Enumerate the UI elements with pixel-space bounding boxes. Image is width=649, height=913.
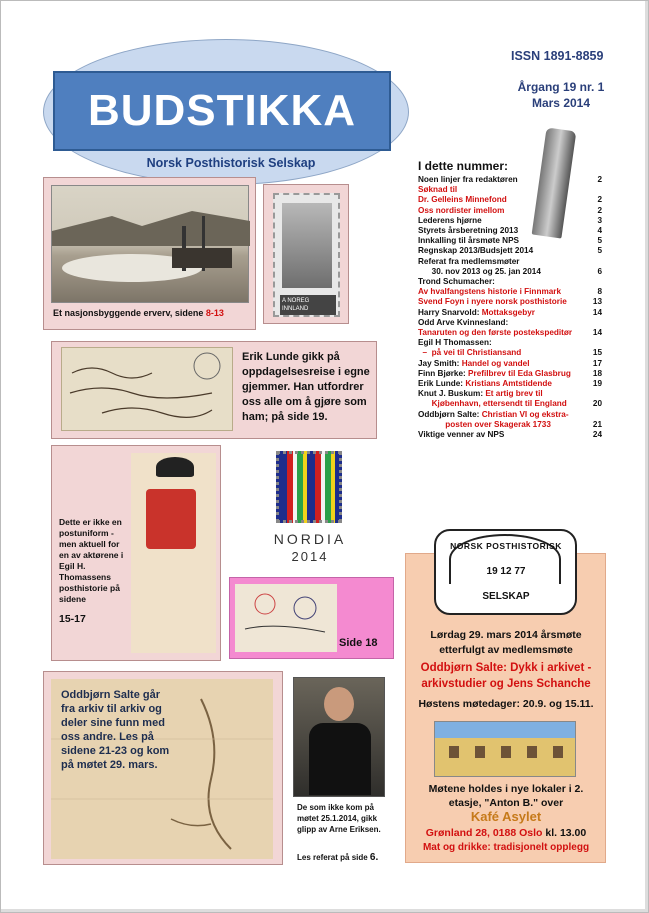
toc-entry-title: Odd Arve Kvinnesland: [418,317,509,327]
toc-entry-page: 6 [597,266,602,276]
toc-row [418,328,602,338]
toc-row [418,216,602,226]
postmark-top: NORSK POSTHISTORISK [450,541,562,551]
venue-window [553,746,563,758]
person-ref-text: Les referat på side [297,853,370,862]
toc-entry-page: 2 [597,205,602,215]
toc-entry-red-title: Mottaksgebyr [481,307,535,317]
toc-entry-title: Oddbjørn Salte: [418,409,482,419]
toc-entry-page: 21 [592,419,602,429]
masthead-title: BUDSTIKKA [87,86,357,135]
toc-row [418,236,602,246]
envelope-illustration [235,584,337,652]
uniform-coat [146,489,196,549]
toc-entry-red-title: Prefilbrev til Eda Glasbrug [468,368,571,378]
whale-photo [51,185,249,303]
venue-address-line [411,827,601,839]
toc-entry-red-title: Et artig brev til [485,389,543,399]
toc-entry-title: Tanaruten og den første postekspeditør [418,328,573,338]
nordia-name: NORDIA [273,531,347,547]
venue-window [475,746,485,758]
toc-entry-title: Egil H Thomassen: [418,338,492,348]
toc-entry-page: 3 [597,215,602,225]
issn: ISSN 1891-8859 [511,49,604,63]
toc-row [418,359,602,369]
table-of-contents [418,159,602,440]
toc-row [418,297,602,307]
toc-row [418,185,602,195]
toc-entry-page: 14 [592,307,602,317]
venue-window [501,746,511,758]
toc-entry-title: Regnskap 2013/Budsjett 2014 [418,246,534,256]
venue-photo [434,721,576,777]
toc-entry-page: 18 [592,368,602,378]
issue-date: Mars 2014 [531,96,591,110]
person-body [309,723,371,795]
toc-entry-title: Dr. Gelleins Minnefond [418,195,507,205]
whale-caption [53,308,249,318]
toc-entry-title: – på vei til Christiansand [418,348,522,358]
stamp-portrait [282,203,332,288]
annual-meeting-text: Lørdag 29. mars 2014 årsmøte etterfulgt av medlemsmøte [430,629,582,656]
toc-entry-title: Harry Snarvold: [418,307,482,317]
toc-entry-title: posten over Skagerak 1733 [418,419,551,429]
toc-entry-title: 30. nov 2013 og 25. jan 2014 [418,266,541,276]
toc-entry-page [588,338,602,348]
nordia-year: 2014 [291,549,329,564]
toc-entry-page [588,185,602,195]
toc-entry-page: 17 [592,358,602,368]
person-ref-page: 6. [369,852,379,863]
meeting-time: kl. 13.00 [542,827,587,839]
toc-row [418,195,602,205]
whale-caption-text: Et nasjonsbyggende erverv, sidene [53,308,206,318]
envelope-caption: Side 18 [339,637,378,649]
masthead-subtitle: Norsk Posthistorisk Selskap [146,156,316,170]
toc-row [418,399,602,409]
uniform-image [131,453,216,653]
toc-row [418,287,602,297]
toc-entry-red-title: Kristians Amtstidende [465,379,552,389]
toc-list [418,175,602,440]
autumn-dates: Høstens møtedager: 20.9. og 15.11. [418,698,594,710]
toc-row [418,206,602,216]
toc-row [418,430,602,440]
toc-row [418,420,602,430]
toc-entry-title: Erik Lunde: [418,379,466,389]
toc-row [418,410,602,420]
toc-row [418,389,602,399]
toc-entry-page: 13 [592,297,602,307]
toc-row [418,369,602,379]
talk-title: Oddbjørn Salte: Dykk i arkivet - arkivstudier og Jens Schanche [420,662,592,690]
venue-name: Kafé Asylet [470,809,542,824]
uniform-text: Dette er ikke en postuniform - men aktuell for en av aktørene i Egil H. Thomassens posthistorie på sidene [59,517,124,604]
stamp-label: A NOREG INNLAND [280,295,336,315]
toc-entry-red-title: Handel og vandel [461,358,530,368]
toc-entry-page: 5 [597,236,602,246]
toc-entry-page: 14 [592,328,602,338]
venue-text: Møtene holdes i nye lokaler i 2. etasje, "Anton B." over [428,783,584,809]
toc-entry-page [588,257,602,267]
person-caption: De som ikke kom på møtet 25.1.2014, gikk glipp av Arne Eriksen. [297,803,381,834]
whale-illustration [52,186,250,304]
toc-row [418,308,602,318]
toc-row [418,338,602,348]
toc-entry-page [588,410,602,420]
toc-entry-page: 4 [597,226,602,236]
postmark-date: 19 12 77 [486,566,526,577]
venue-window [527,746,537,758]
old-letter-image [61,347,233,431]
toc-entry-red-title: Christian VI og ekstra- [481,409,569,419]
toc-entry-page: 2 [597,195,602,205]
issue-volume: Årgang 19 nr. 1 [517,80,605,94]
venue-window [449,746,459,758]
toc-entry-page [588,318,602,328]
toc-row [418,226,602,236]
toc-entry-title: Innkalling til årsmøte NPS [418,236,520,246]
toc-entry-title: Knut J. Buskum: [418,389,486,399]
uniform-pages: 15-17 [59,613,86,625]
whale-caption-pages: 8-13 [205,308,224,318]
person-reference [297,852,378,863]
toc-row [418,175,602,185]
food-info: Mat og drikke: tradisjonelt opplegg [422,842,590,853]
envelope-image [235,584,337,652]
handwriting-illustration [62,348,234,432]
toc-entry-title: Viktige venner av NPS [418,430,505,440]
toc-row [418,257,602,267]
toc-entry-title: Finn Bjørke: [418,368,469,378]
toc-entry-page [588,389,602,399]
issue-info [511,79,611,111]
toc-entry-title: Oss nordister imellom [418,205,505,215]
toc-entry-page: 15 [592,348,602,358]
toc-entry-title: Kjøbenhavn, ettersendt til England [418,399,567,409]
toc-row [418,267,602,277]
toc-entry-title: Jay Smith: [418,358,462,368]
toc-heading: I dette nummer: [418,159,509,173]
toc-entry-page: 8 [597,287,602,297]
person-head [324,687,354,721]
venue-address: Grønland 28, 0188 Oslo [425,827,543,839]
toc-entry-page: 19 [592,379,602,389]
masthead-title-box [53,71,391,151]
letter-text: Erik Lunde gikk på oppdagelsesreise i egne gjemmer. Han utfordrer oss alle om å gjøre som ham; på side 19. [242,351,370,423]
toc-entry-page: 2 [597,175,602,184]
toc-row [418,318,602,328]
toc-entry-title: Referat fra medlemsmøter [418,256,520,266]
toc-row [418,277,602,287]
toc-entry-title: Noen linjer fra redaktøren [418,175,518,184]
toc-entry-title: Trond Schumacher: [418,277,495,287]
toc-entry-title: Lederens hjørne [418,215,482,225]
toc-row [418,379,602,389]
uniform-hat [156,457,194,477]
toc-entry-title: Av hvalfangstens historie i Finnmark [418,287,562,297]
postmark-bottom: SELSKAP [482,591,530,602]
toc-row [418,246,602,256]
map-text: Oddbjørn Salte går fra arkiv til arkiv og deler sine funn med oss andre. Les på sidene 21-23 og kom på møtet 29. mars. [61,689,170,771]
nordia-logo-stamp [276,451,342,523]
toc-entry-title: Søknad til [418,185,458,195]
toc-entry-title: Styrets årsberetning 2013 [418,226,519,236]
toc-entry-page [588,277,602,287]
toc-entry-page: 24 [592,430,602,440]
toc-entry-page: 20 [592,399,602,409]
toc-row [418,348,602,358]
toc-entry-page: 5 [597,246,602,256]
toc-entry-title: Svend Foyn i nyere norsk posthistorie [418,297,567,307]
